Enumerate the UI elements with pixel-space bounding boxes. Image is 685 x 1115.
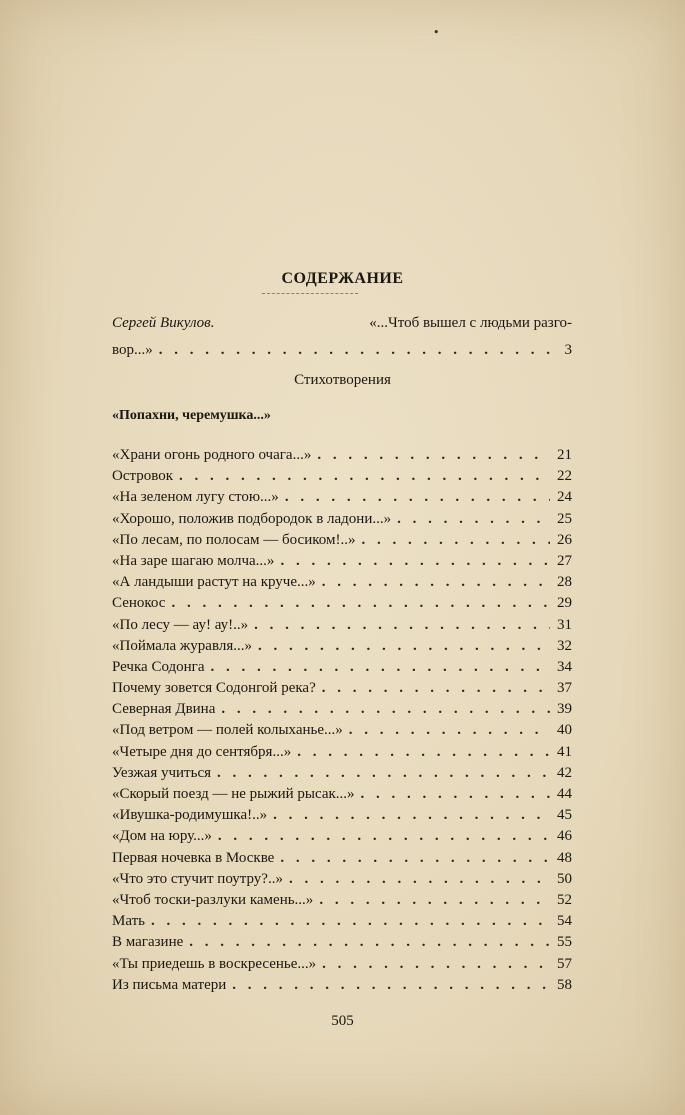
dot-leader xyxy=(232,977,550,994)
toc-entry xyxy=(112,977,572,998)
entry-title: «Дом на юру...» xyxy=(112,828,212,845)
entry-title: Первая ночевка в Москве xyxy=(112,849,275,866)
entry-page-number: 24 xyxy=(557,489,572,506)
dot-leader xyxy=(349,722,550,739)
toc-entry xyxy=(112,574,572,595)
entry-page-number: 55 xyxy=(557,934,572,951)
entry-page-number: 21 xyxy=(557,447,572,463)
entry-page-number: 42 xyxy=(557,764,572,781)
toc-entry xyxy=(112,892,572,913)
toc-entry xyxy=(112,553,572,574)
dot-leader xyxy=(322,956,550,973)
toc-entry xyxy=(112,913,572,934)
dot-leader xyxy=(189,934,550,951)
toc-entry xyxy=(112,871,572,892)
dot-leader xyxy=(361,786,550,803)
ink-speck-icon: • xyxy=(433,26,440,39)
toc-entry xyxy=(112,659,572,680)
entry-title: «По лесам, по полосам — босиком!..» xyxy=(112,531,356,548)
dot-leader xyxy=(254,617,550,634)
entry-page-number: 28 xyxy=(557,574,572,591)
toc-entry xyxy=(112,934,572,955)
preface-author: Сергей Викулов. xyxy=(112,315,215,331)
entry-page-number: 45 xyxy=(557,807,572,824)
toc-entry xyxy=(112,744,572,765)
entry-page-number: 29 xyxy=(557,595,572,612)
preface-title-start: «...Чтоб вышел с людьми разго- xyxy=(369,315,572,331)
entry-title: «А ландыши растут на круче...» xyxy=(112,574,316,591)
toc-entry xyxy=(112,489,572,510)
entry-title: «На заре шагаю молча...» xyxy=(112,552,275,569)
entry-page-number: 27 xyxy=(557,552,572,569)
toc-entry xyxy=(112,956,572,977)
contents-heading: СОДЕРЖАНИЕ xyxy=(281,270,404,287)
entry-title: «Скорый поезд — не рыжий рысак...» xyxy=(112,786,355,802)
entry-title: «На зеленом лугу стою...» xyxy=(112,489,279,506)
entry-page-number: 25 xyxy=(557,510,572,527)
entry-page-number: 37 xyxy=(557,680,572,697)
dot-leader xyxy=(171,595,550,612)
dot-leader xyxy=(280,553,550,570)
toc-entry xyxy=(112,532,572,553)
preface-line-2 xyxy=(112,337,572,364)
dot-leader xyxy=(221,701,550,718)
entry-page-number: 22 xyxy=(557,468,572,485)
dot-leader xyxy=(319,892,550,909)
entry-title: «Четыре дня до сентября...» xyxy=(112,743,292,760)
toc-entry xyxy=(112,786,572,807)
entry-page-number: 34 xyxy=(557,658,572,675)
toc-entry xyxy=(112,447,572,468)
toc-entry xyxy=(112,468,572,489)
toc-entry xyxy=(112,807,572,828)
entry-page-number: 57 xyxy=(557,955,572,972)
entry-title: «Ты приедешь в воскресенье...» xyxy=(112,955,317,972)
dot-leader xyxy=(273,807,550,824)
dot-leader xyxy=(317,447,550,464)
entry-title: Уезжая учиться xyxy=(112,764,212,781)
toc-entry xyxy=(112,722,572,743)
entry-page-number: 48 xyxy=(557,849,572,866)
toc-entry xyxy=(112,595,572,616)
entry-title: Мать xyxy=(112,913,146,930)
dot-leader xyxy=(289,871,550,888)
toc-entry xyxy=(112,617,572,638)
dot-leader xyxy=(322,574,550,591)
subsection-title: «Попахни, черемушка...» xyxy=(112,408,271,423)
entry-title: Речка Содонга xyxy=(112,658,205,675)
toc-entry xyxy=(112,765,572,786)
dot-leader xyxy=(361,532,550,549)
toc-entry xyxy=(112,850,572,871)
preface-title-end: вор...» xyxy=(112,342,153,358)
entry-title: В магазине xyxy=(112,934,184,951)
entry-title: «Храни огонь родного очага...» xyxy=(112,447,312,463)
entry-page-number: 40 xyxy=(557,722,572,739)
entry-title: «Ивушка-родимушка!..» xyxy=(112,807,268,824)
entry-page-number: 39 xyxy=(557,701,572,718)
entry-page-number: 31 xyxy=(557,616,572,633)
entry-title: «Поймала журавля...» xyxy=(112,637,252,654)
dot-leader xyxy=(217,765,550,782)
entry-title: «По лесу — ау! ау!..» xyxy=(112,616,249,633)
preface-page-number: 3 xyxy=(564,342,572,358)
entry-title: Почему зовется Содонгой река? xyxy=(112,680,316,697)
entry-page-number: 26 xyxy=(557,531,572,548)
toc-entry xyxy=(112,511,572,532)
toc-entry xyxy=(112,680,572,701)
dot-leader xyxy=(285,489,550,506)
entry-title: Сенокос xyxy=(112,595,166,612)
dot-leader xyxy=(297,744,550,761)
page-number: 505 xyxy=(331,1013,354,1029)
toc-entry xyxy=(112,828,572,849)
entry-page-number: 44 xyxy=(557,786,572,802)
entry-title: «Под ветром — полей колыханье...» xyxy=(112,722,343,739)
entry-page-number: 41 xyxy=(557,743,572,760)
entry-title: «Хорошо, положив подбородок в ладони...» xyxy=(112,510,392,527)
entry-title: «Что это стучит поутру?..» xyxy=(112,870,283,887)
entry-page-number: 58 xyxy=(557,976,572,993)
entry-title: Островок xyxy=(112,468,173,485)
entry-page-number: 54 xyxy=(557,913,572,930)
entry-page-number: 50 xyxy=(557,870,572,887)
dot-leader xyxy=(280,850,550,867)
entry-page-number: 32 xyxy=(557,637,572,654)
preface-line-1 xyxy=(112,310,572,337)
preface-entry xyxy=(112,310,572,364)
entry-title: Северная Двина xyxy=(112,701,216,718)
dot-leader xyxy=(179,468,550,485)
entry-page-number: 46 xyxy=(557,828,572,845)
section-title: Стихотворения xyxy=(294,372,391,388)
dot-leader xyxy=(397,511,550,528)
toc-entry xyxy=(112,638,572,659)
dot-leader xyxy=(159,337,550,364)
dot-leader xyxy=(258,638,550,655)
dot-leader xyxy=(210,659,550,676)
dot-leader xyxy=(151,913,550,930)
toc-entry xyxy=(112,701,572,722)
entry-page-number: 52 xyxy=(557,891,572,908)
dot-leader xyxy=(218,828,550,845)
toc-entry-list xyxy=(112,447,572,998)
entry-title: «Чтоб тоски-разлуки камень...» xyxy=(112,891,314,908)
heading-underline xyxy=(262,293,358,295)
entry-title: Из письма матери xyxy=(112,976,227,993)
dot-leader xyxy=(322,680,550,697)
